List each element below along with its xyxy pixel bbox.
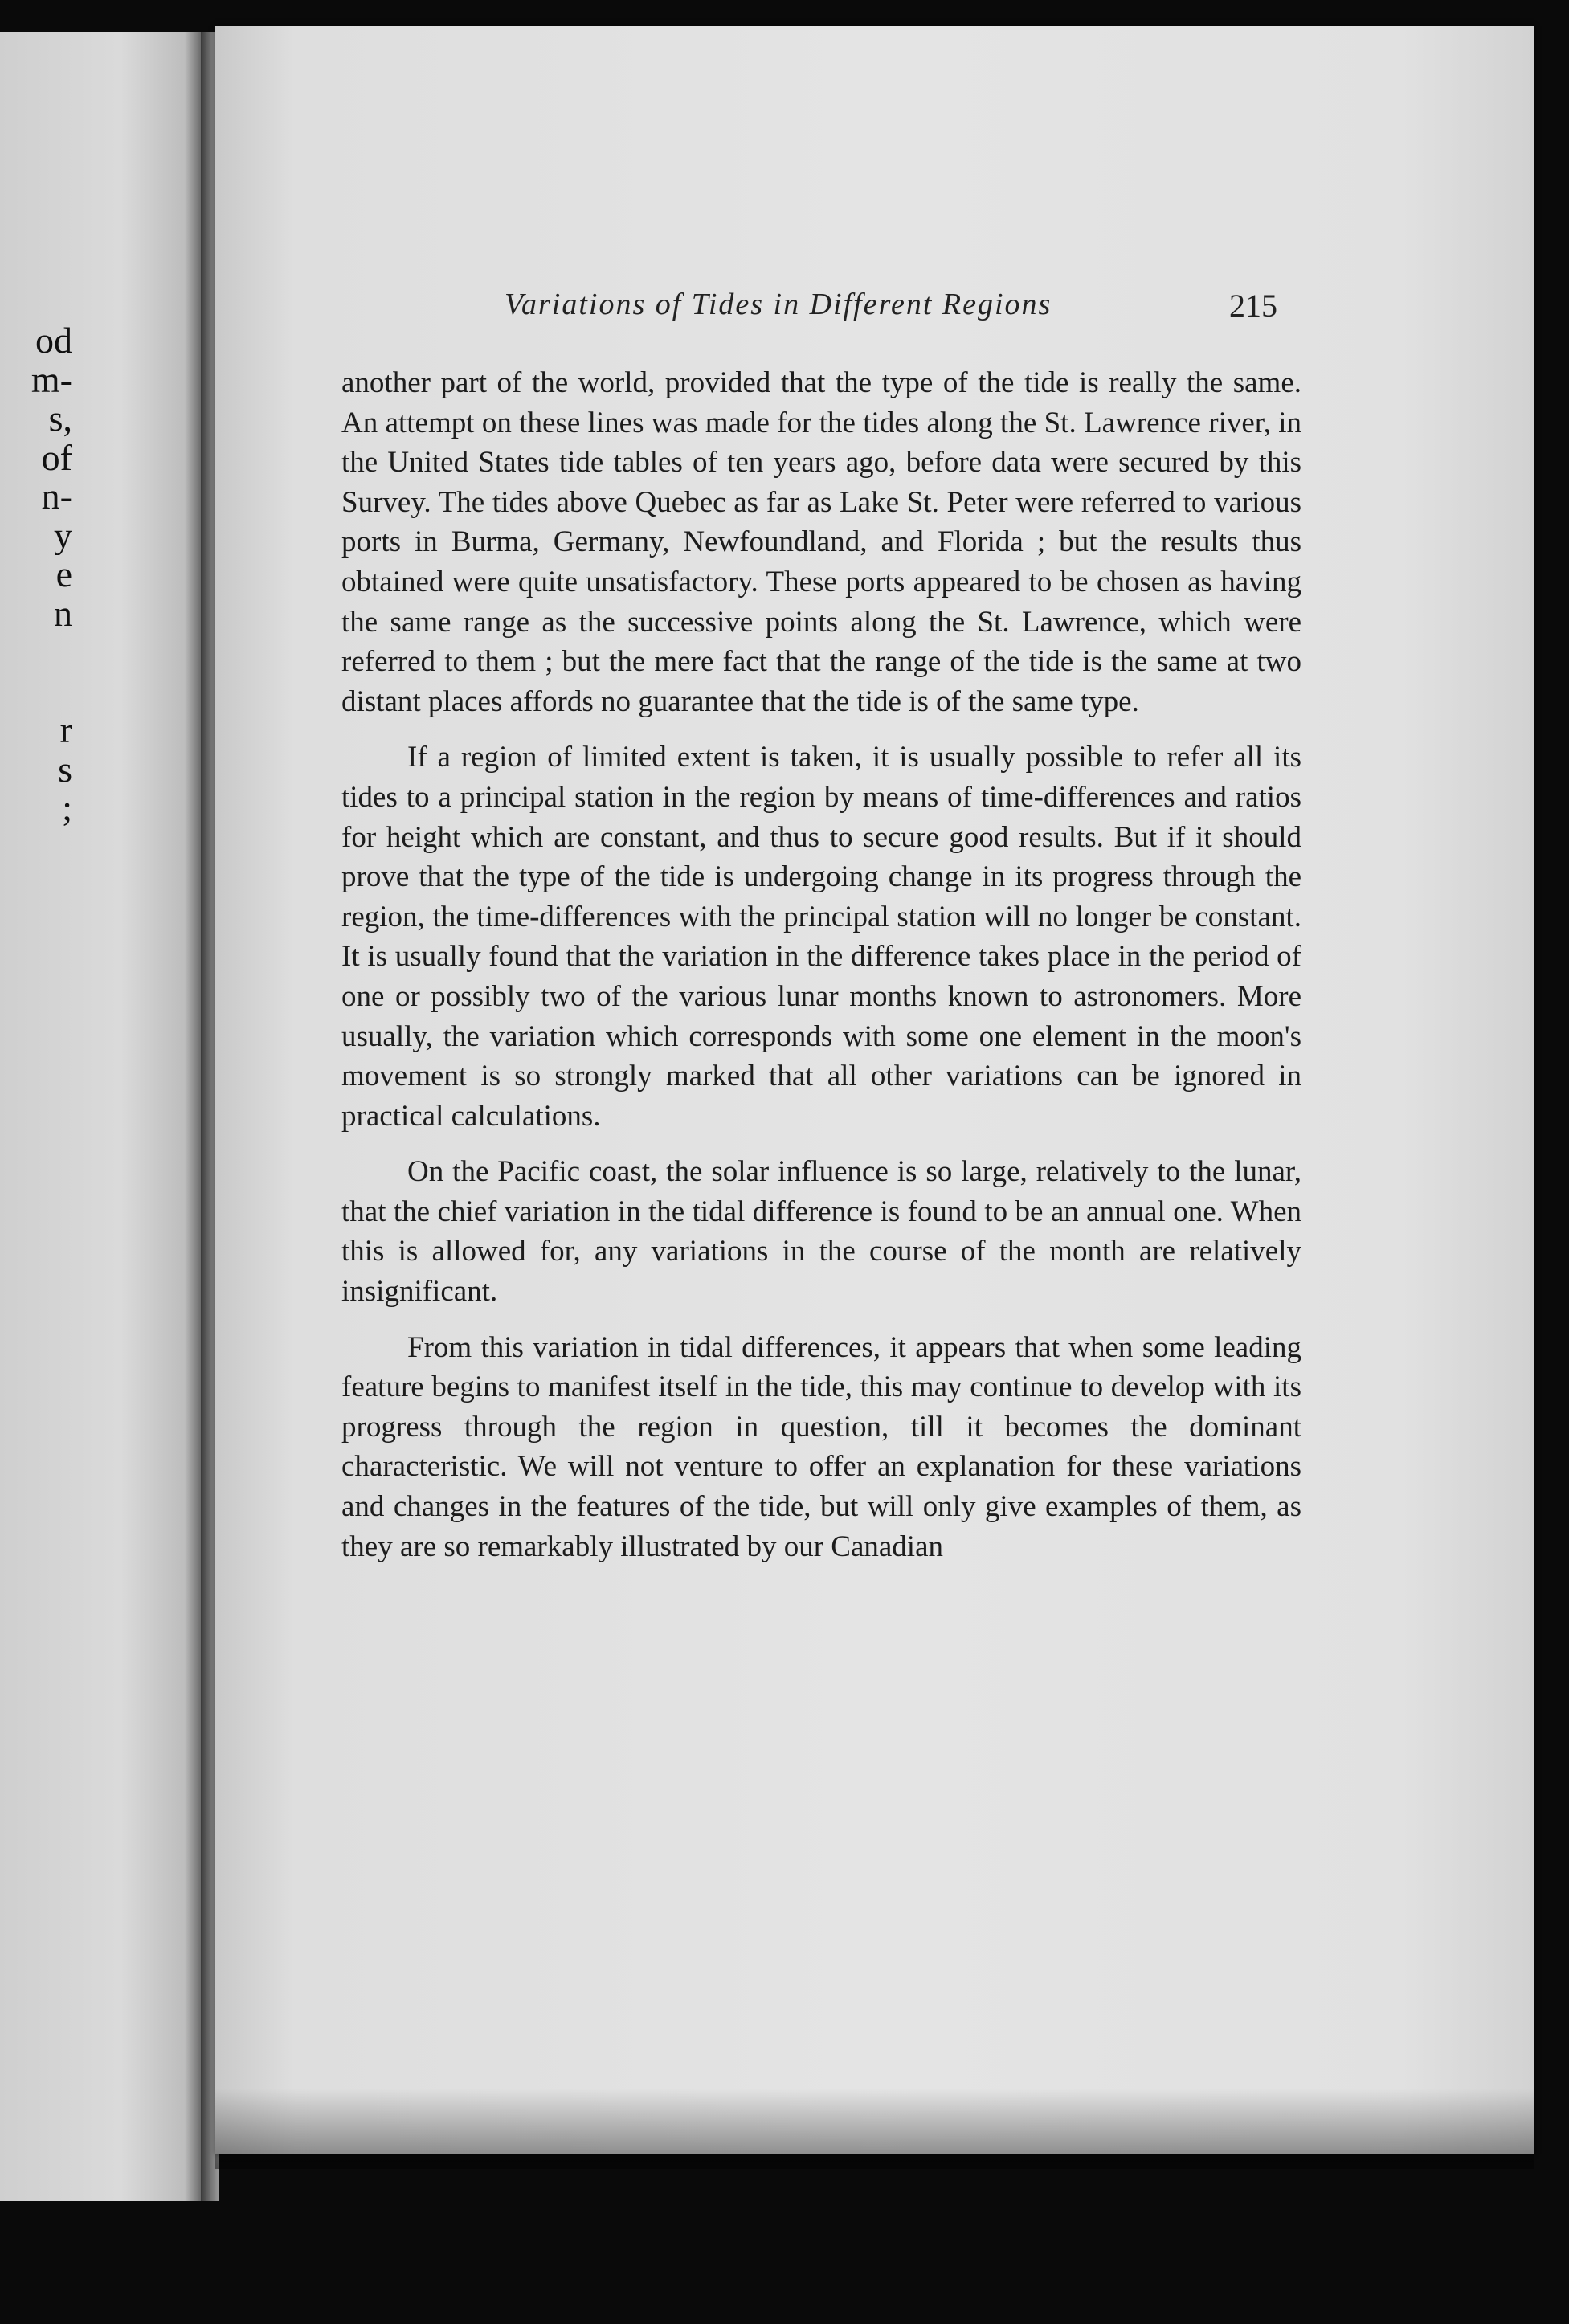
facing-page-fragment: s <box>58 749 72 789</box>
paragraph: From this variation in tidal differences, it appears that when some leading feature begins to manifest itself in the tide, this may continue to develop with its progress through the region in question, till it becomes the dominant characteristic. We will not venture to offer an explanation for these variations and changes in the features of the tide, but will only give examples of them, as they are so remarkably illustrated by our Canadian <box>341 1330 1301 1563</box>
facing-page-fragment: ; <box>62 789 72 828</box>
facing-page-fragment: e <box>55 555 72 594</box>
facing-page-text-fragments <box>0 321 72 828</box>
facing-page-fragment: of <box>41 438 72 477</box>
facing-page-fragment <box>0 672 72 712</box>
running-head: Variations of Tides in Different Regions <box>505 288 1052 321</box>
facing-page-fragment: s, <box>48 399 72 439</box>
facing-page-fragment: y <box>54 516 72 555</box>
facing-page-fragment: n- <box>41 477 72 517</box>
facing-page-fragment: od <box>35 321 72 361</box>
facing-page-fragment <box>0 633 72 672</box>
facing-page-fragment: r <box>59 711 72 750</box>
page-header <box>215 287 1534 335</box>
page-body <box>341 363 1301 1583</box>
facing-page-fragment: n <box>54 594 72 633</box>
book-page <box>215 26 1534 2154</box>
page-bottom-shadow <box>215 2089 1534 2169</box>
facing-page-fragment: m- <box>31 360 72 399</box>
paragraph: If a region of limited extent is taken, it is usually possible to refer all its tides to a principal station in the region by means of time-differences and ratios for height which are constant, and thus to secure good results. But if it should prove that the type of the tide is undergoing change in its progress through the region, the time-differences with the principal station will no longer be constant. It is usually found that the variation in the difference takes place in the period of one or possibly two of the various lunar months known to astronomers. More usually, the variation which corresponds with some one element in the moon's movement is so strongly marked that all other variations can be ignored in practical calculations. <box>341 741 1301 1133</box>
page-number: 215 <box>1229 288 1277 324</box>
paragraph: On the Pacific coast, the solar influence is so large, relatively to the lunar, that the chief variation in the tidal difference is found to be an annual one. When this is allowed for, any variations in the course of the month are relatively insignificant. <box>341 1155 1301 1309</box>
paragraph: another part of the world, provided that the type of the tide is really the same. An attempt on these lines was made for the tides along the St. Lawrence river, in the United States tide tables of ten years ago, before data were secured by this Survey. The tides above Quebec as far as Lake St. Peter were referred to various ports in Burma, Germany, Newfoundland, and Florida ; but the results thus obtained were quite unsatisfactory. These ports appeared to be chosen as having the same range as the successive points along the St. Lawrence, which were referred to them ; but the mere fact that the range of the tide is the same at two distant places affords no guarantee that the tide is of the same type. <box>341 366 1301 718</box>
